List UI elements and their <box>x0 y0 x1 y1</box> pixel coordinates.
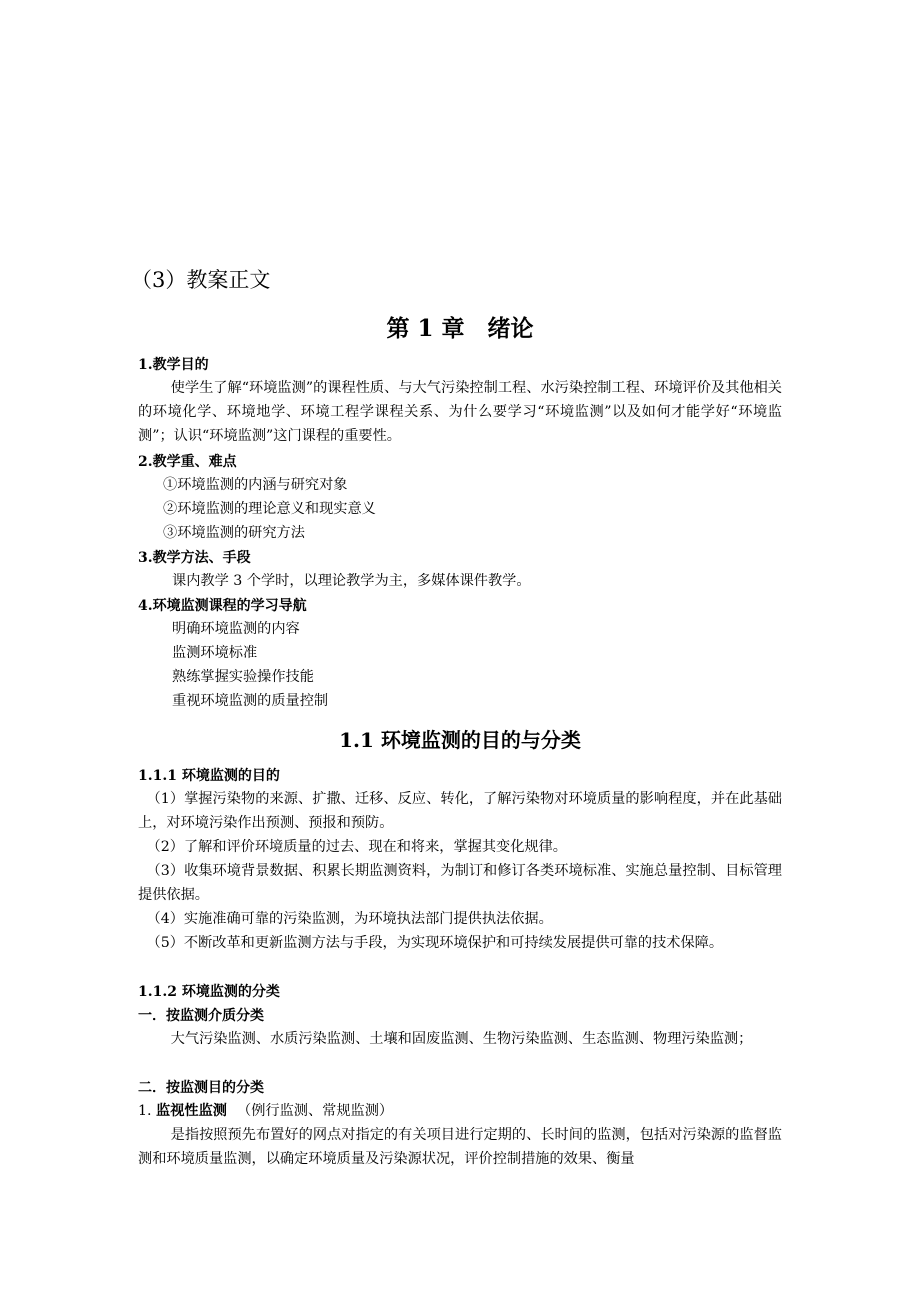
purpose-paragraph: （3）收集环境背景数据、积累长期监测资料，为制订和修订各类环境标准、实施总量控制、目标管理提供依据。 <box>138 863 782 903</box>
monitoring-type-number: 1. <box>138 1103 157 1119</box>
monitoring-type-text: 是指按照预先布置好的网点对指定的有关项目进行定期的、长时间的监测，包括对污染源的监督监测和环境质量监测，以确定环境质量及污染源状况，评价控制措施的效果、衡量 <box>138 1127 782 1167</box>
monitoring-type-note: （例行监测、常规监测） <box>237 1103 394 1119</box>
purpose-paragraph: （2）了解和评价环境质量的过去、现在和将来，掌握其变化规律。 <box>146 839 567 855</box>
teaching-goal-text: 使学生了解“环境监测”的课程性质、与大气污染控制工程、水污染控制工程、环境评价及其他相关的环境化学、环境地学、环境工程学课程关系、为什么要学习“环境监测”以及如何才能学好“环境监测”；认识“环境监测”这门课程的重要性。 <box>138 380 782 444</box>
chapter-title: 第 1 章 绪论 <box>386 315 534 342</box>
teaching-goal-heading: 1.教学目的 <box>138 357 209 373</box>
teaching-method-text: 课内教学 3 个学时，以理论教学为主，多媒体课件教学。 <box>172 573 531 589</box>
key-points-heading: 2.教学重、难点 <box>138 454 237 470</box>
key-point-item: ②环境监测的理论意义和现实意义 <box>163 501 376 517</box>
purpose-paragraph: （5）不断改革和更新监测方法与手段，为实现环境保护和可持续发展提供可靠的技术保障。 <box>146 935 724 951</box>
learning-guide-heading: 4.环境监测课程的学习导航 <box>138 598 307 614</box>
purpose-paragraph: （4）实施准确可靠的污染监测，为环境执法部门提供执法依据。 <box>146 911 553 927</box>
teaching-method-heading: 3.教学方法、手段 <box>138 550 251 566</box>
key-point-item: ①环境监测的内涵与研究对象 <box>163 477 348 493</box>
classification-heading: 一．按监测介质分类 <box>138 1008 264 1024</box>
monitoring-type-title: 监视性监测 <box>156 1103 227 1119</box>
document-subtitle: （3）教案正文 <box>131 268 271 292</box>
key-point-item: ③环境监测的研究方法 <box>163 525 305 541</box>
subsection-heading: 1.1.2 环境监测的分类 <box>138 984 280 1000</box>
learning-guide-item: 监测环境标准 <box>172 645 258 661</box>
learning-guide-item: 明确环境监测的内容 <box>172 621 300 637</box>
section-title: 1.1 环境监测的目的与分类 <box>339 728 581 752</box>
purpose-paragraph: （1）掌握污染物的来源、扩撒、迁移、反应、转化，了解污染物对环境质量的影响程度，并在此基础上，对环境污染作出预测、预报和预防。 <box>138 791 782 831</box>
learning-guide-item: 熟练掌握实验操作技能 <box>172 669 314 685</box>
classification-heading: 二．按监测目的分类 <box>138 1080 264 1096</box>
subsection-heading: 1.1.1 环境监测的目的 <box>138 768 280 784</box>
learning-guide-item: 重视环境监测的质量控制 <box>172 693 329 709</box>
classification-text: 大气污染监测、水质污染监测、土壤和固废监测、生物污染监测、生态监测、物理污染监测； <box>170 1031 753 1047</box>
monitoring-type-line <box>138 1099 393 1123</box>
